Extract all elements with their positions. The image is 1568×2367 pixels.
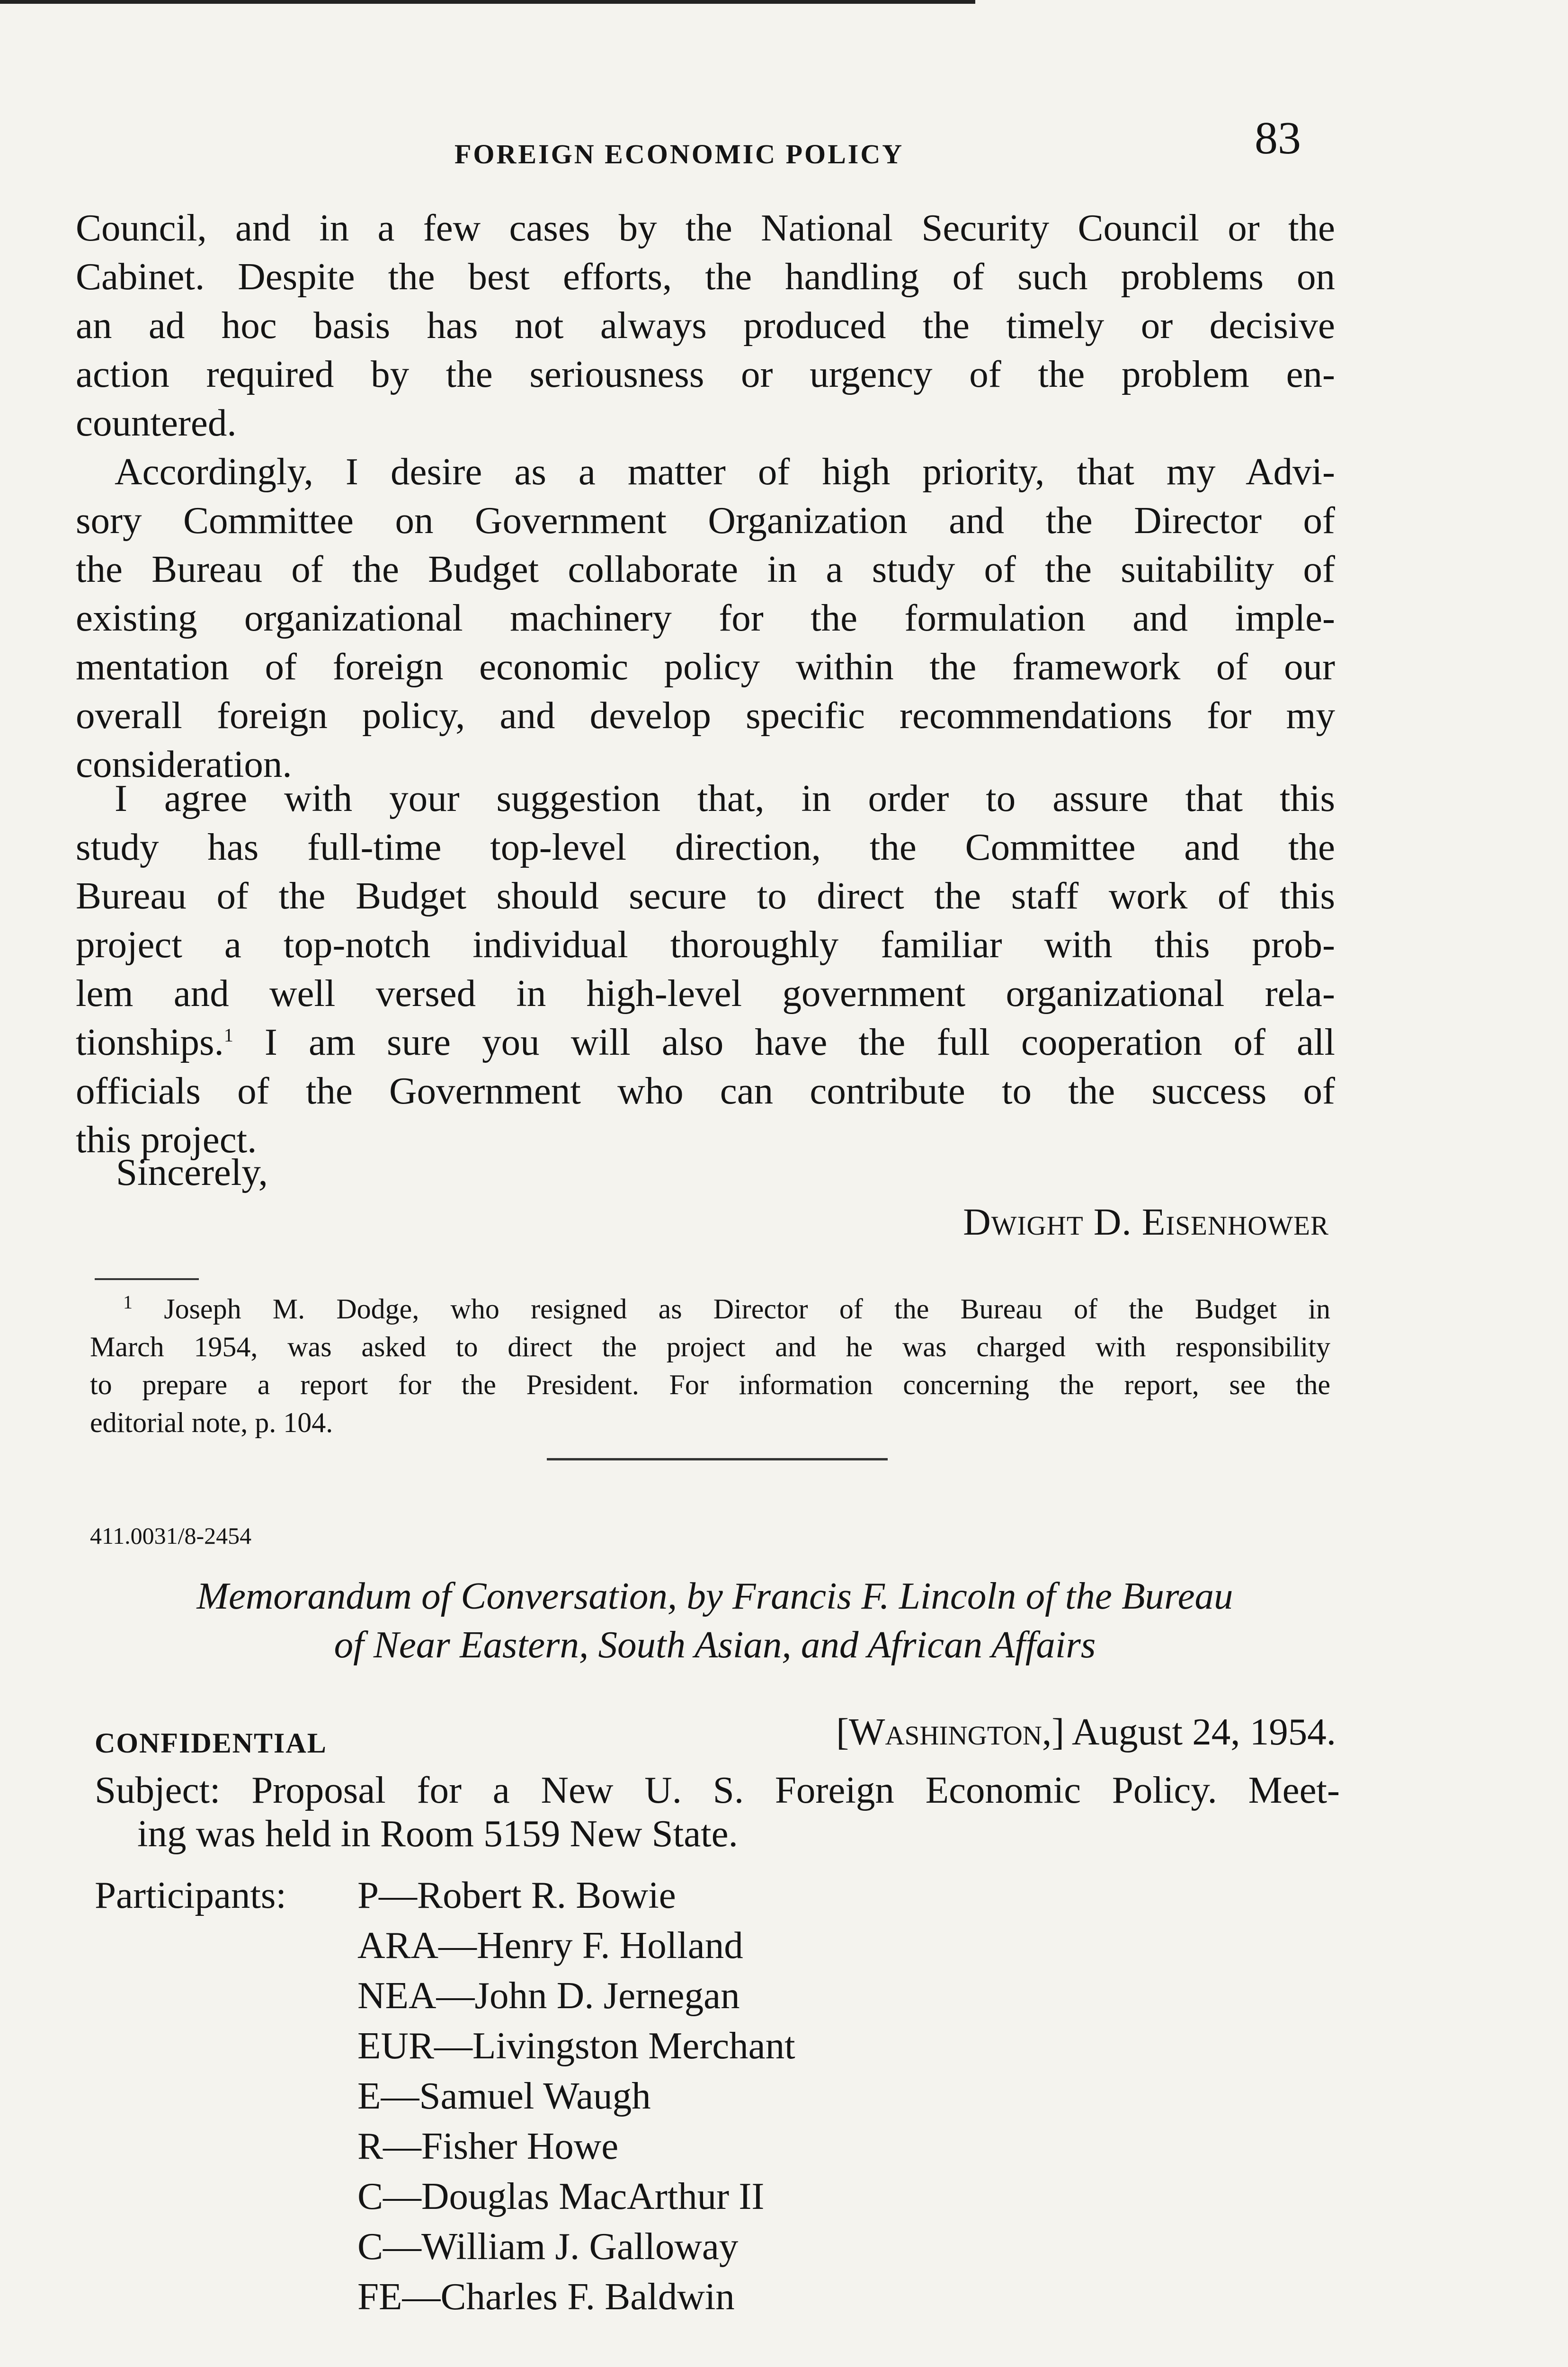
text-line: Cabinet. Despite the best efforts, the handling of such problems on bbox=[76, 255, 1335, 298]
text-line: existing organizational machinery for the formulation and imple- bbox=[76, 596, 1335, 639]
memo-date: August 24, 1954. bbox=[1071, 1710, 1336, 1753]
participants-label: Participants: bbox=[95, 1874, 286, 1916]
text-line: project a top-notch individual thoroughly familiar with this prob- bbox=[76, 923, 1335, 966]
text-line: I agree with your suggestion that, in order to assure that this bbox=[115, 777, 1335, 819]
text-fragment: tionships. bbox=[76, 1021, 224, 1063]
text-line: the Bureau of the Budget collaborate in a study of the suitability of bbox=[76, 548, 1335, 590]
text-line: study has full-time top-level direction, the Committee and the bbox=[76, 826, 1335, 868]
signature: Dwight D. Eisenhower bbox=[963, 1201, 1329, 1243]
footnote-line: March 1954, was asked to direct the project and he was charged with responsibility bbox=[90, 1331, 1330, 1362]
memo-subject bbox=[95, 1768, 1340, 1855]
paragraph-agreement bbox=[76, 774, 1335, 1164]
text-line: this project. bbox=[76, 1118, 257, 1161]
top-border-rule bbox=[0, 0, 975, 4]
participant-list bbox=[357, 1870, 795, 2322]
text-line: consideration. bbox=[76, 743, 292, 785]
participant-item: E—Samuel Waugh bbox=[357, 2074, 651, 2117]
participant-item: ARA—Henry F. Holland bbox=[357, 1924, 743, 1967]
participant-item: C—Douglas MacArthur II bbox=[357, 2175, 765, 2217]
footnote-reference: 1 bbox=[223, 1024, 233, 1046]
text-line: sory Committee on Government Organization and the Director of bbox=[76, 499, 1335, 542]
text-line: Accordingly, I desire as a matter of high priority, that my Advi- bbox=[115, 450, 1335, 493]
participant-item: FE—Charles F. Baldwin bbox=[357, 2275, 735, 2318]
text-line: Council, and in a few cases by the National Security Council or the bbox=[76, 206, 1335, 249]
text-line: lem and well versed in high-level government organizational rela- bbox=[76, 972, 1335, 1014]
footnote bbox=[90, 1290, 1330, 1442]
memo-title bbox=[90, 1572, 1340, 1669]
text-line: countered. bbox=[76, 401, 237, 444]
text-fragment: I am sure you will also have the full cooperation of all bbox=[264, 1021, 1336, 1063]
participant-item: EUR—Livingston Merchant bbox=[357, 2024, 795, 2067]
footnote-line: to prepare a report for the President. For information concerning the report, see the bbox=[90, 1369, 1330, 1400]
participant-item: NEA—John D. Jernegan bbox=[357, 1974, 740, 2017]
footnote-rule bbox=[95, 1278, 199, 1280]
text-line-with-footnote bbox=[76, 1018, 1335, 1067]
paragraph-continuation bbox=[76, 204, 1335, 447]
text-line: an ad hoc basis has not always produced the timely or decisive bbox=[76, 304, 1335, 347]
section-divider bbox=[547, 1458, 888, 1460]
letter-closing: Sincerely, bbox=[116, 1151, 268, 1193]
participant-item: P—Robert R. Bowie bbox=[357, 1874, 676, 1916]
file-number: 411.0031/8-2454 bbox=[90, 1522, 252, 1549]
text-line: Bureau of the Budget should secure to direct the staff work of this bbox=[76, 874, 1335, 917]
memo-place-date bbox=[836, 1710, 1336, 1754]
footnote-line: editorial note, p. 104. bbox=[90, 1407, 333, 1438]
text-line: action required by the seriousness or urgency of the problem en- bbox=[76, 353, 1335, 395]
memo-title-line: Memorandum of Conversation, by Francis F. Lincoln of the Bureau bbox=[196, 1575, 1233, 1617]
page-number: 83 bbox=[1255, 113, 1301, 164]
text-line: mentation of foreign economic policy within the framework of our bbox=[76, 645, 1335, 688]
participant-item: C—William J. Galloway bbox=[357, 2225, 739, 2268]
footnote-line bbox=[90, 1290, 1330, 1328]
memo-place: [Washington,] bbox=[836, 1710, 1065, 1753]
running-head: FOREIGN ECONOMIC POLICY bbox=[454, 139, 904, 169]
footnote-text: Joseph M. Dodge, who resigned as Director of the Bureau of the Budget in bbox=[164, 1293, 1331, 1325]
paragraph-accordingly bbox=[76, 447, 1335, 789]
subject-line: ing was held in Room 5159 New State. bbox=[137, 1812, 738, 1855]
subject-line: Subject: Proposal for a New U. S. Foreign Economic Policy. Meet- bbox=[95, 1769, 1340, 1811]
text-line: officials of the Government who can contribute to the success of bbox=[76, 1069, 1335, 1112]
footnote-marker: 1 bbox=[123, 1291, 133, 1313]
participant-item: R—Fisher Howe bbox=[357, 2125, 619, 2167]
classification-label: CONFIDENTIAL bbox=[95, 1727, 327, 1759]
memo-title-line: of Near Eastern, South Asian, and African Affairs bbox=[334, 1623, 1096, 1666]
text-line: overall foreign policy, and develop specific recommendations for my bbox=[76, 694, 1335, 737]
